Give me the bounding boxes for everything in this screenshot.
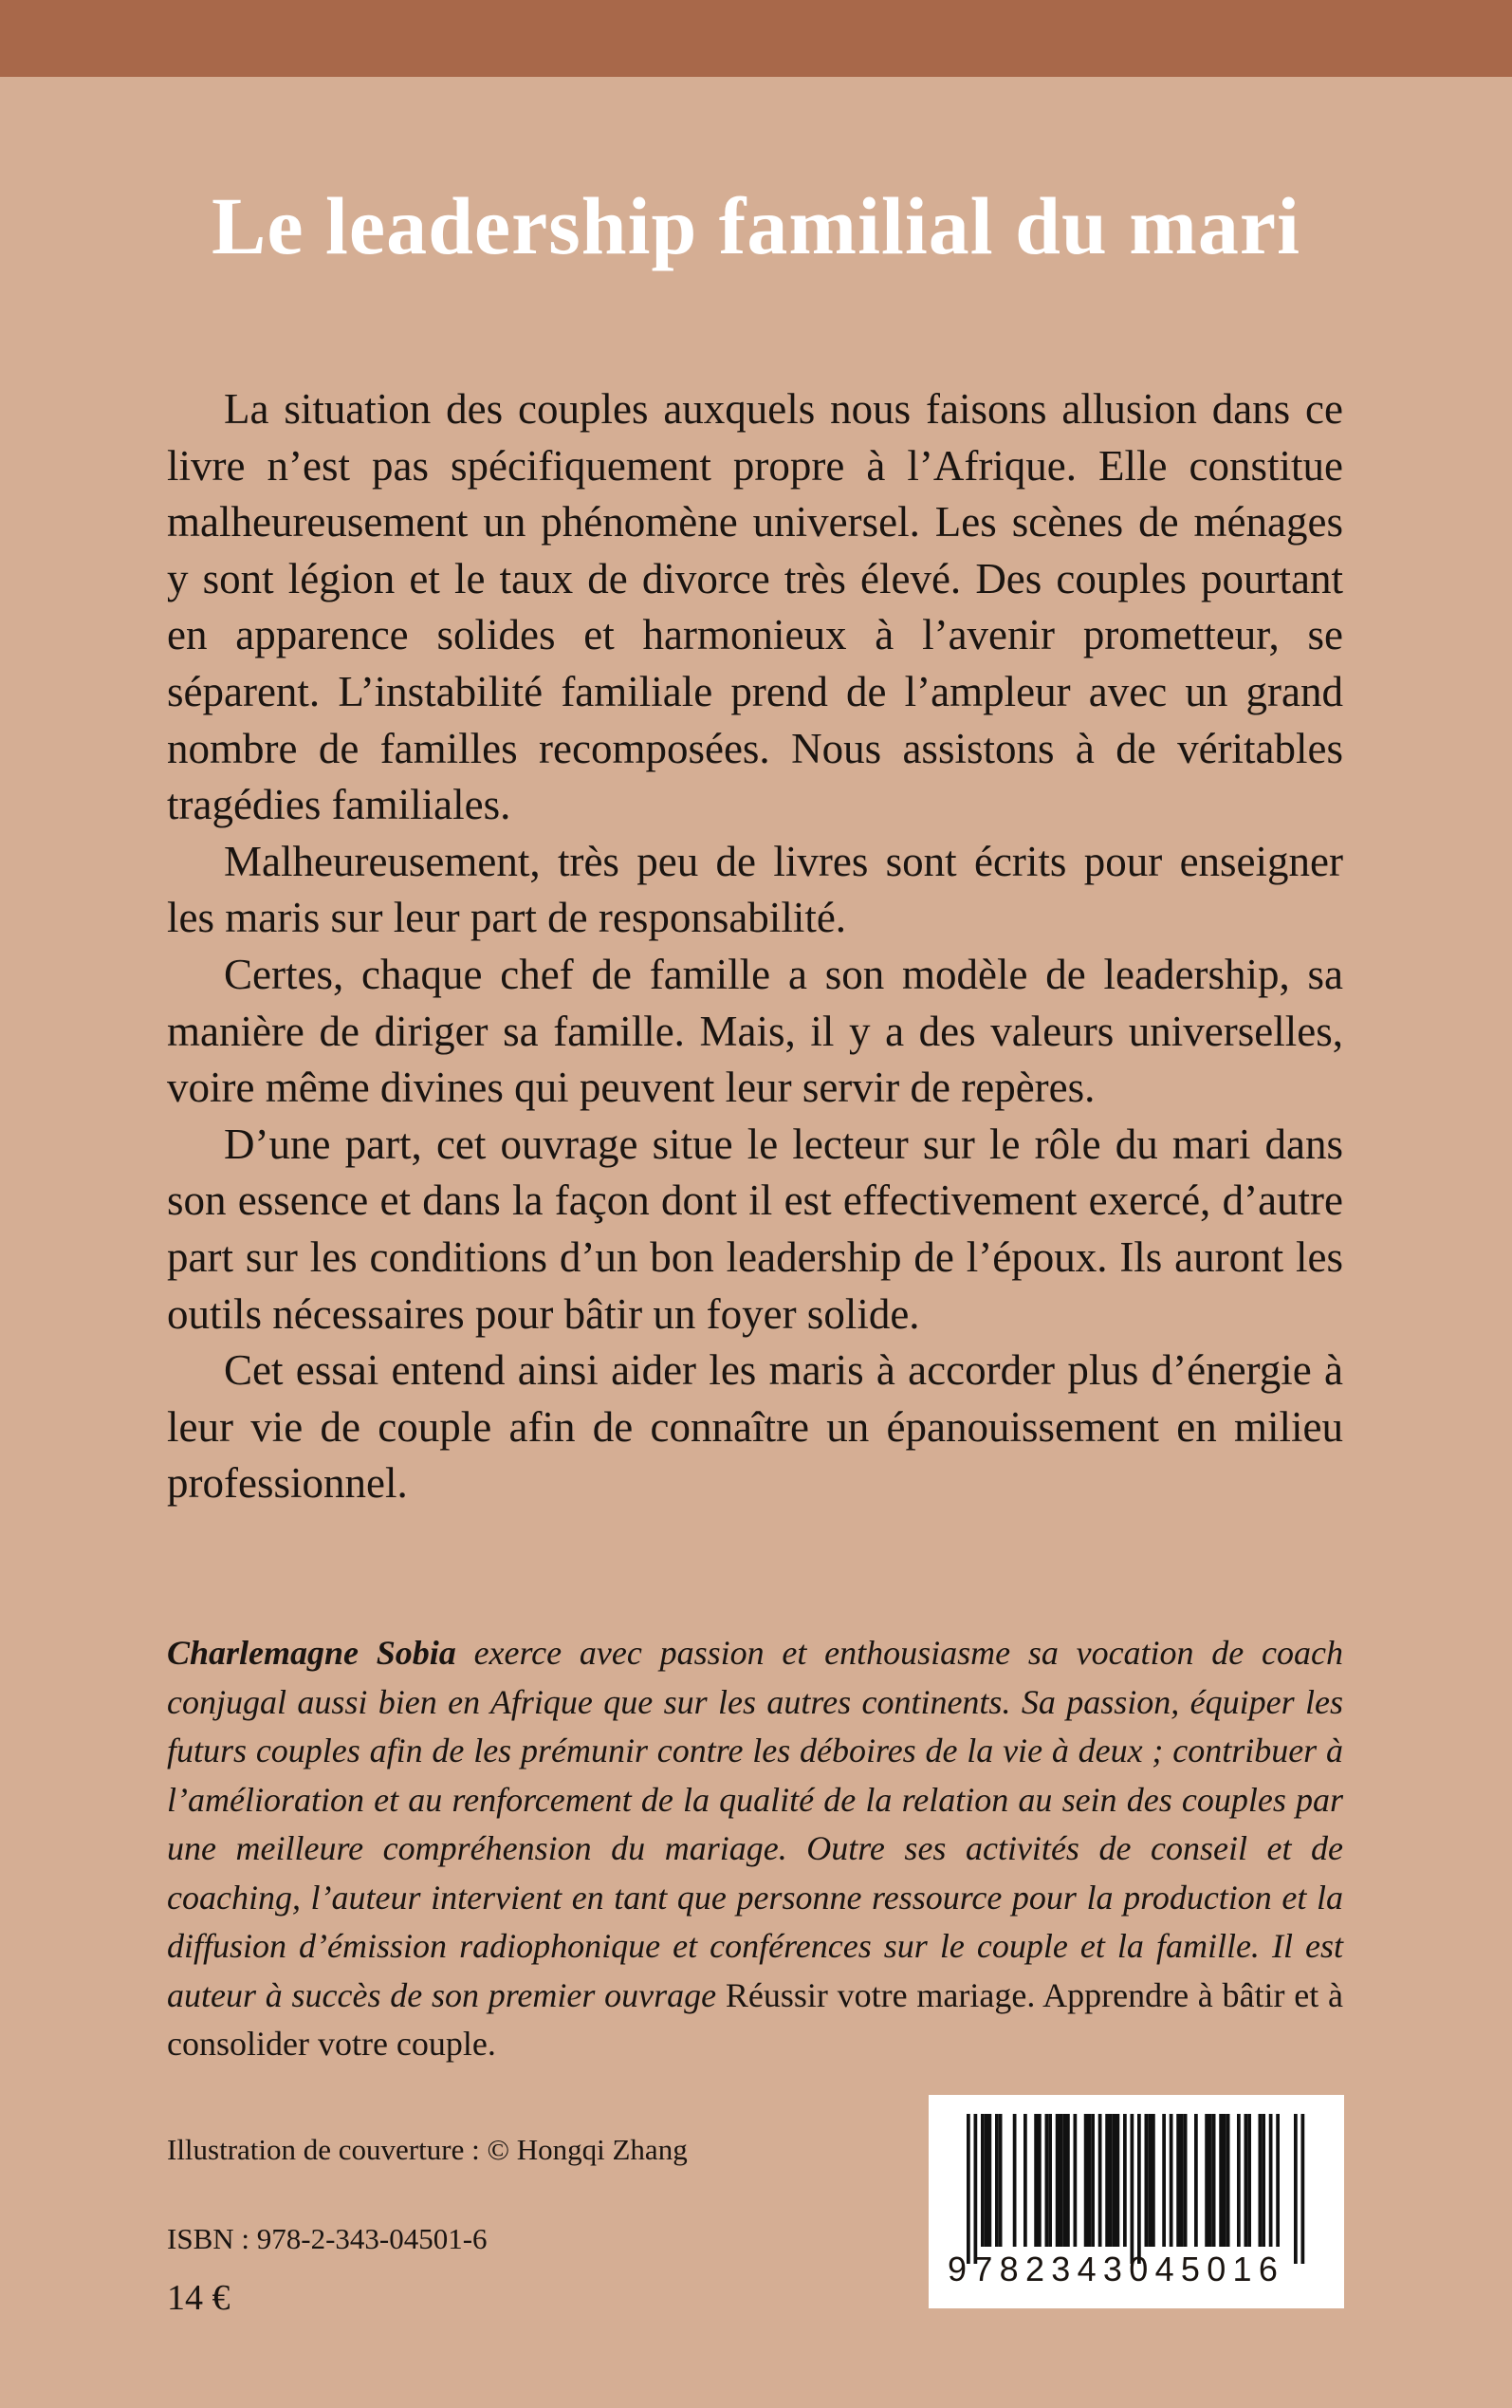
barcode-bar	[1013, 2114, 1017, 2247]
barcode-bar	[1038, 2114, 1042, 2247]
barcode-bar	[1045, 2114, 1049, 2247]
price: 14 €	[167, 2278, 230, 2318]
barcode-bar	[1162, 2114, 1166, 2247]
barcode-bar	[1176, 2114, 1180, 2247]
author-first-book-title: Réussir votre mariage. Apprendre à bâtir et à consolider votre couple.	[167, 1975, 1344, 2063]
back-cover-blurb	[167, 381, 1343, 1512]
barcode-bar	[1152, 2114, 1155, 2247]
barcode-bar	[1294, 2114, 1298, 2264]
barcode-bar	[1276, 2114, 1280, 2247]
isbn: ISBN : 978-2-343-04501-6	[167, 2222, 488, 2255]
barcode-bar	[995, 2114, 999, 2247]
illustration-credit: Illustration de couverture : © Hongqi Zhang	[167, 2133, 688, 2166]
top-color-band	[0, 0, 1512, 77]
barcode-bar	[967, 2114, 970, 2264]
barcode-bar	[1074, 2114, 1078, 2247]
barcode-bar	[1237, 2114, 1241, 2247]
barcode-bar	[1060, 2114, 1063, 2247]
barcode-bar	[1034, 2114, 1038, 2247]
barcode-bar	[1219, 2114, 1223, 2247]
barcode-bar	[1170, 2114, 1173, 2247]
barcode-bar	[1245, 2114, 1248, 2247]
barcode-bar	[1180, 2114, 1184, 2247]
barcode-bar	[1137, 2114, 1141, 2264]
barcode-bar	[1259, 2114, 1263, 2247]
barcode-bar	[1148, 2114, 1152, 2247]
barcode-bar	[1194, 2114, 1198, 2247]
barcode-bar	[1131, 2114, 1134, 2264]
barcode-bar	[1205, 2114, 1208, 2247]
barcode-bar	[1269, 2114, 1273, 2247]
barcode-bar	[1223, 2114, 1226, 2247]
blurb-paragraph: La situation des couples auxquels nous faisons allusion dans ce livre n’est pas spécifiquement propre à l’Afrique. Elle constitue malheureusement un phénomène universel. Les scènes de ménages y sont légion et le taux de divorce très élevé. Des couples pourtant en apparence solides et harmonieux à l’avenir prometteur, se séparent. L’instabilité familiale prend de l’ampleur avec un grand nombre de familles recomposées. Nous assistons à de véritables tragédies familiales.	[167, 385, 1343, 829]
barcode-bar	[1109, 2114, 1113, 2247]
barcode-bar	[1023, 2114, 1027, 2247]
barcode	[929, 2095, 1344, 2308]
barcode-bar	[1145, 2114, 1149, 2247]
barcode-bar	[1301, 2114, 1305, 2264]
barcode-bar	[1247, 2114, 1251, 2247]
blurb-paragraph: Cet essai entend ainsi aider les maris à accorder plus d’énergie à leur vie de couple afin de connaître un épanouissement en milieu professionnel.	[167, 1346, 1343, 1508]
author-name: Charlemagne Sobia	[167, 1634, 456, 1672]
barcode-bar	[1212, 2114, 1216, 2247]
barcode-bar	[1062, 2114, 1066, 2247]
barcode-bar	[999, 2114, 1003, 2247]
barcode-bar	[1116, 2114, 1120, 2247]
blurb-paragraph: Certes, chaque chef de famille a son modèle de leadership, sa manière de diriger sa famille. Mais, il y a des valeurs universelles, voire même divines qui peuvent leur servir de repères.	[167, 950, 1343, 1112]
barcode-bar	[1048, 2114, 1052, 2247]
barcode-bar	[974, 2114, 978, 2264]
barcode-bar	[1091, 2114, 1095, 2247]
blurb-paragraph: D’une part, cet ouvrage situe le lecteur sur le rôle du mari dans son essence et dans la façon dont il est effectivement exercé, d’autre part sur les conditions d’un bon leadership de l’époux. Ils auront les outils nécessaires pour bâtir un foyer solide.	[167, 1120, 1343, 1338]
barcode-bar	[985, 2114, 988, 2247]
barcode-bar	[1226, 2114, 1230, 2247]
blurb-paragraph: Malheureusement, très peu de livres sont écrits pour enseigner les maris sur leur part de responsabilité.	[167, 837, 1343, 942]
barcode-bar	[1084, 2114, 1088, 2247]
author-bio	[167, 1629, 1343, 2069]
author-bio-text: exerce avec passion et enthousiasme sa vocation de coach conjugal aussi bien en Afrique que sur les autres continents. Sa passion, équiper les futurs couples afin de les prémunir contre les déboires de la vie à deux ; contribuer à l’amélioration et au renforcement de la qualité de la relation au sein des couples par une meilleure compréhension du mariage. Outre ses activités de conseil et de coaching, l’auteur intervient en tant que personne ressource pour la production et la diffusion d’émission radiophonique et conférences sur le couple et la famille. Il est auteur à succès de son premier ouvrage	[167, 1634, 1343, 2014]
barcode-bar	[1208, 2114, 1212, 2247]
barcode-bar	[1066, 2114, 1070, 2247]
barcode-bar	[1056, 2114, 1060, 2247]
barcode-bar	[1113, 2114, 1116, 2247]
barcode-bar	[1262, 2114, 1265, 2247]
barcode-bar	[981, 2114, 985, 2247]
barcode-bar	[1184, 2114, 1188, 2247]
book-title: Le leadership familial du mari	[212, 180, 1300, 271]
barcode-digits: 9782343045016	[948, 2250, 1285, 2288]
barcode-bar	[988, 2114, 992, 2247]
barcode-bar	[1123, 2114, 1127, 2247]
barcode-bar	[1105, 2114, 1109, 2247]
barcode-bar	[1098, 2114, 1102, 2247]
barcode-bar	[1088, 2114, 1092, 2247]
